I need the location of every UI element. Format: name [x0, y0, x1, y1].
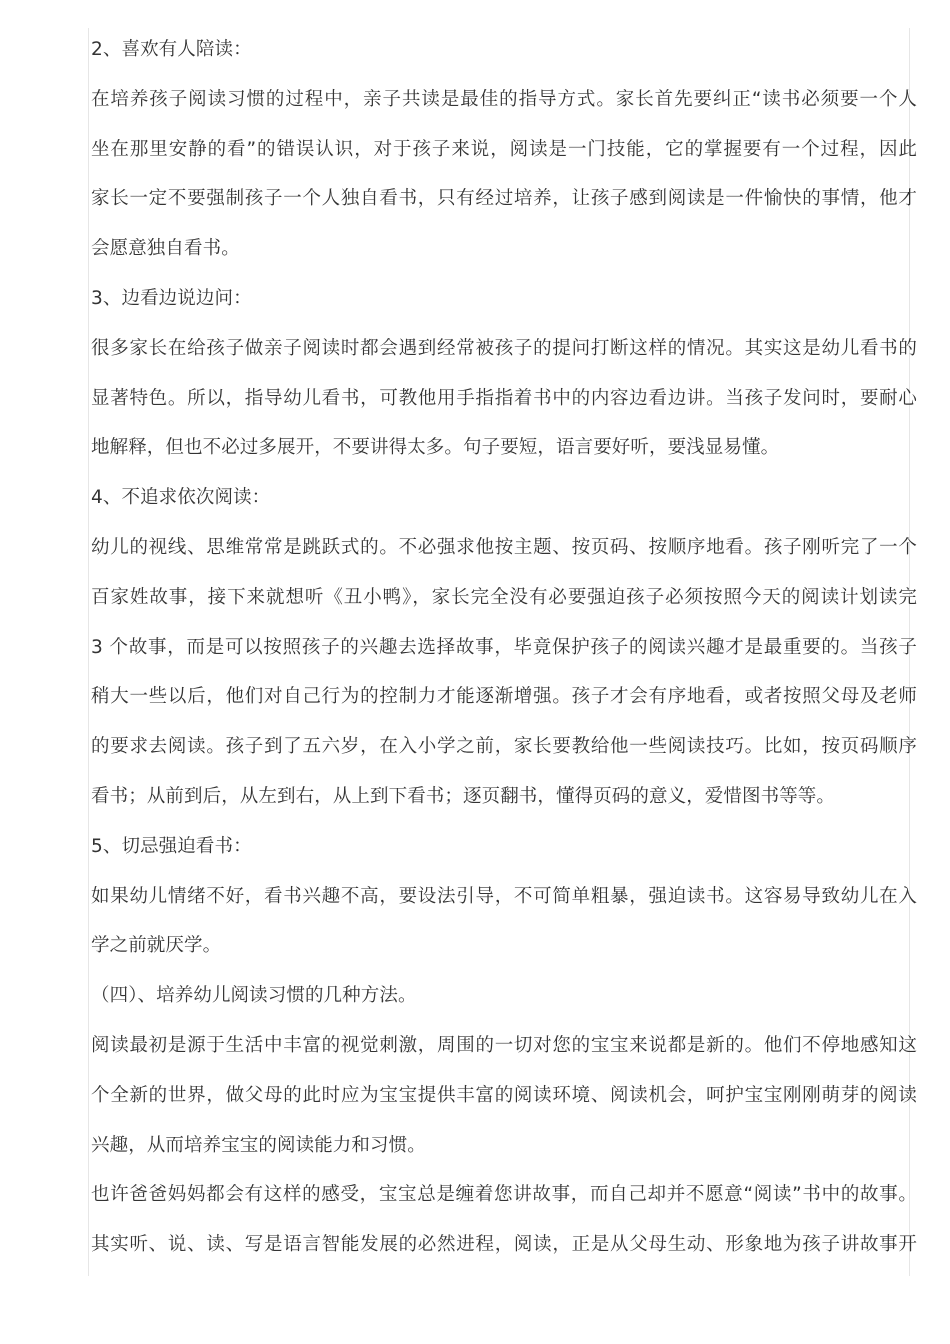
paragraph-line: 稍大一些以后，他们对自己行为的控制力才能逐渐增强。孩子才会有序地看，或者按照父母及老师 — [91, 686, 917, 708]
paragraph-line: 阅读最初是源于生活中丰富的视觉刺激，周围的一切对您的宝宝来说都是新的。他们不停地感知这 — [91, 1034, 917, 1056]
paragraph-line: 3 个故事，而是可以按照孩子的兴趣去选择故事，毕竟保护孩子的阅读兴趣才是最重要的。当孩子 — [91, 636, 917, 658]
paragraph-line: 其实听、说、读、写是语言智能发展的必然进程，阅读，正是从父母生动、形象地为孩子讲故事开 — [91, 1234, 917, 1256]
paragraph-line: 也许爸爸妈妈都会有这样的感受，宝宝总是缠着您讲故事，而自己却并不愿意“阅读”书中的故事。 — [91, 1184, 917, 1206]
paragraph-line: 在培养孩子阅读习惯的过程中，亲子共读是最佳的指导方式。家长首先要纠正“读书必须要一个人 — [91, 88, 917, 110]
paragraph-line: 的要求去阅读。孩子到了五六岁，在入小学之前，家长要教给他一些阅读技巧。比如，按页码顺序 — [91, 736, 917, 758]
paragraph-line: 地解释，但也不必过多展开，不要讲得太多。句子要短，语言要好听，要浅显易懂。 — [91, 437, 780, 459]
section-heading-4: （四）、培养幼儿阅读习惯的几种方法。 — [91, 985, 417, 1007]
heading-item-4: 4、不追求依次阅读： — [91, 487, 271, 509]
paragraph-line: 幼儿的视线、思维常常是跳跃式的。不必强求他按主题、按页码、按顺序地看。孩子刚听完了一个 — [91, 536, 917, 558]
paragraph-line: 会愿意独自看书。 — [91, 238, 240, 260]
heading-item-3: 3、边看边说边问： — [91, 287, 252, 309]
paragraph-line: 坐在那里安静的看”的错误认识，对于孩子来说，阅读是一门技能，它的掌握要有一个过程，因此 — [91, 138, 917, 160]
paragraph-line: 家长一定不要强制孩子一个人独自看书，只有经过培养，让孩子感到阅读是一件愉快的事情，他才 — [91, 188, 917, 210]
paragraph-line: 学之前就厌学。 — [91, 935, 222, 957]
paragraph-line: 百家姓故事，接下来就想听《丑小鸭》，家长完全没有必要强迫孩子必须按照今天的阅读计划读完 — [91, 586, 917, 608]
document-body — [91, 25, 917, 1270]
paragraph-line: 显著特色。所以，指导幼儿看书，可教他用手指指着书中的内容边看边讲。当孩子发问时，要耐心 — [91, 387, 917, 409]
heading-item-2: 2、喜欢有人陪读： — [91, 39, 252, 60]
paragraph-line: 个全新的世界，做父母的此时应为宝宝提供丰富的阅读环境、阅读机会，呵护宝宝刚刚萌芽的阅读 — [91, 1084, 917, 1106]
heading-item-5: 5、切忌强迫看书： — [91, 835, 252, 857]
paragraph-line: 很多家长在给孩子做亲子阅读时都会遇到经常被孩子的提问打断这样的情况。其实这是幼儿看书的 — [91, 337, 917, 359]
paragraph-line: 兴趣，从而培养宝宝的阅读能力和习惯。 — [91, 1134, 426, 1156]
paragraph-line: 看书；从前到后，从左到右，从上到下看书；逐页翻书，懂得页码的意义，爱惜图书等等。 — [91, 785, 836, 807]
paragraph-line: 如果幼儿情绪不好，看书兴趣不高，要设法引导，不可简单粗暴，强迫读书。这容易导致幼儿在入 — [91, 885, 917, 907]
